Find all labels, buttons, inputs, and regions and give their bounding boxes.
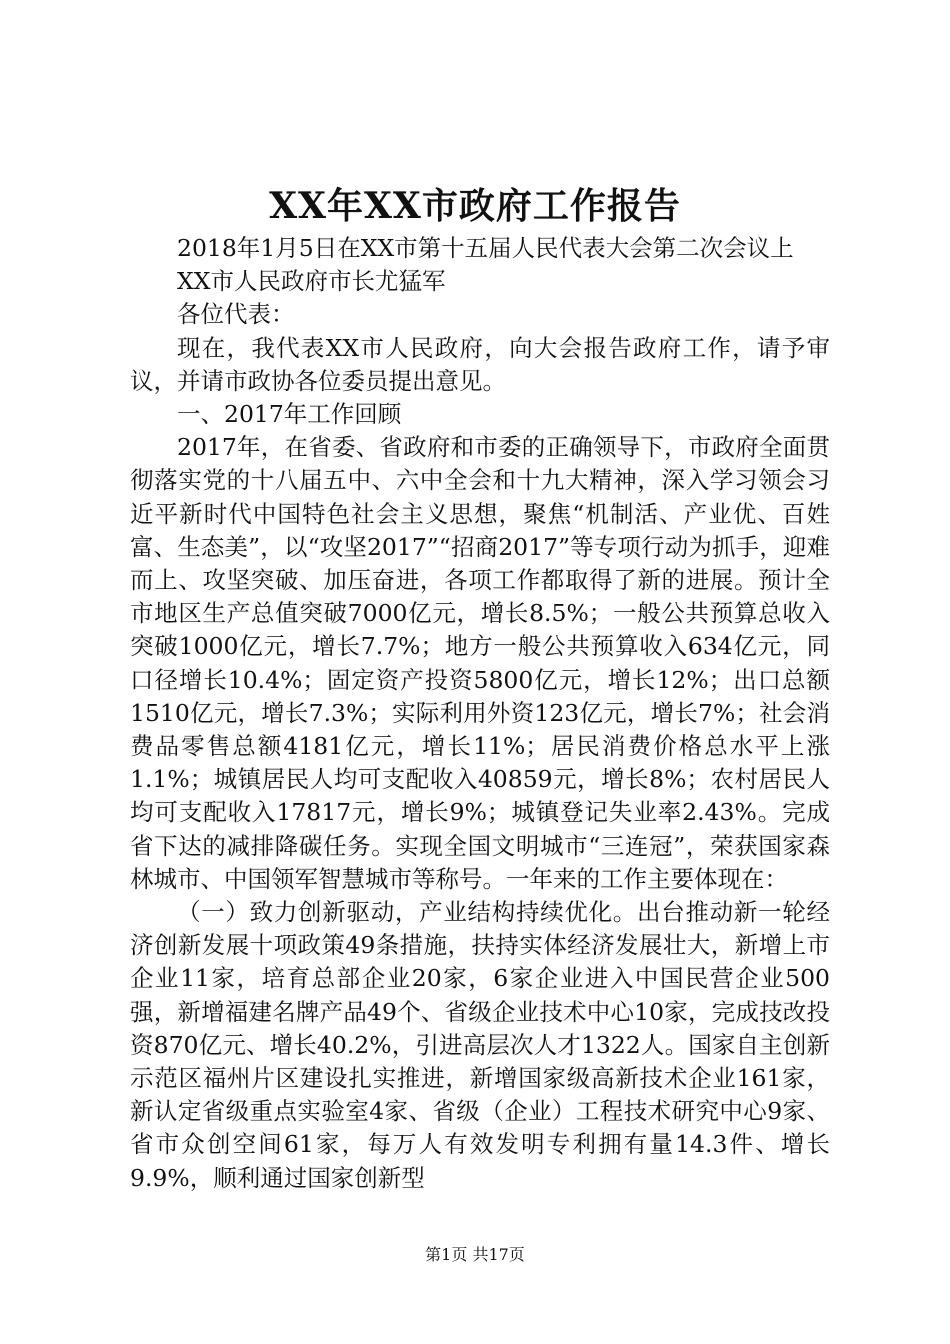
page-footer: 第1页 共17页 bbox=[425, 1245, 525, 1264]
meeting-info-paragraph: 2018年1月5日在XX市第十五届人民代表大会第二次会议上 bbox=[177, 234, 794, 262]
salutation-paragraph: 各位代表： bbox=[177, 300, 295, 329]
intro-paragraph: 现在，我代表XX市人民政府，向大会报告政府工作，请予审议，并请市政协各位委员提出意见。 bbox=[130, 333, 830, 395]
document-title: XX年XX市政府工作报告 bbox=[269, 185, 681, 227]
innovation-paragraph: （一）致力创新驱动，产业结构持续优化。出台推动新一轮经济创新发展十项政策49条措施，扶持实体经济发展壮大，新增上市企业11家，培育总部企业20家，6家企业进入中国民营企业500强，新增福建名牌产品49个、省级企业技术中心10家，完成技改投资870亿元、增长40.2%，引进高层次人才1322人。国家自主创新示范区福州片区建设扎实推进，新增国家级高新技术企业161家，新认定省级重点实验室4家、省级（企业）工程技术研究中心9家、省市众创空间61家，每万人有效发明专利拥有量14.3件、增长9.9%，顺利通过国家创新型 bbox=[130, 898, 830, 1192]
speaker-paragraph: XX市人民政府市长尤猛军 bbox=[177, 267, 446, 296]
review-paragraph: 2017年，在省委、省政府和市委的正确领导下，市政府全面贯彻落实党的十八届五中、六中全会和十九大精神，深入学习领会习近平新时代中国特色社会主义思想，聚焦“机制活、产业优、百姓富、生态美”，以“攻坚2017”“招商2017”等专项行动为抓手，迎难而上、攻坚突破、加压奋进，各项工作都取得了新的进展。预计全市地区生产总值突破7000亿元，增长8.5%；一般公共预算总收入突破1000亿元，增长7.7%；地方一般公共预算收入634亿元，同口径增长10.4%；固定资产投资5800亿元，增长12%；出口总额1510亿元，增长7.3%；实际利用外资123亿元，增长7%；社会消费品零售总额4181亿元，增长11%；居民消费价格总水平上涨1.1%；城镇居民人均可支配收入40859元，增长8%；农村居民人均可支配收入17817元，增长9%；城镇登记失业率2.43%。完成省下达的减排降碳任务。实现全国文明城市“三连冠”，荣获国家森林城市、中国领军智慧城市等称号。一年来的工作主要体现在： bbox=[130, 433, 830, 893]
section-heading: 一、2017年工作回顾 bbox=[177, 400, 402, 429]
document-body bbox=[130, 232, 830, 1195]
